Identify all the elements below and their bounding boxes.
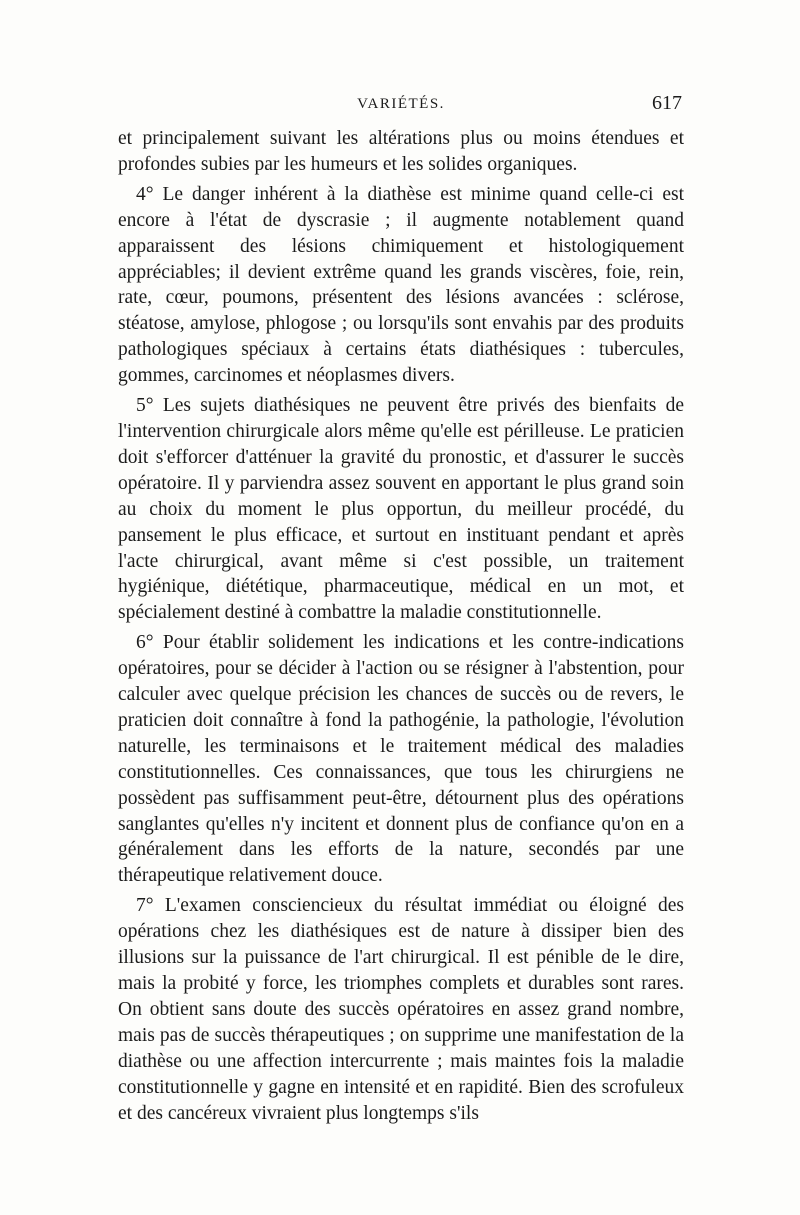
running-header bbox=[120, 92, 682, 122]
paragraph-point-4: 4° Le danger inhérent à la diathèse est minime quand celle-ci est encore à l'état de dyscrasie ; il augmente notablement quand apparaissent des lésions chimiquement et histologiquement appréciables; il devient extrême quand les grands viscères, foie, rein, rate, cœur, poumons, présentent des lésions avancées : sclérose, stéatose, amylose, phlogose ; ou lorsqu'ils sont envahis par des produits pathologiques spéciaux à certains états diathésiques : tubercules, gommes, carcinomes et néoplasmes divers. bbox=[118, 183, 684, 387]
paragraph-point-7: 7° L'examen consciencieux du résultat immédiat ou éloigné des opérations chez les diathésiques est de nature à dissiper bien des illusions sur la puissance de l'art chirurgical. Il est pénible de le dire, mais la probité y force, les triomphes complets et durables sont rares. On obtient sans doute des succès opératoires en assez grand nombre, mais pas de succès thérapeutiques ; on supprime une manifestation de la diathèse ou une affection intercurrente ; mais maintes fois la maladie constitutionnelle y gagne en intensité et en rapidité. Bien des scrofuleux et des cancéreux vivraient plus longtemps s'ils bbox=[118, 895, 684, 1124]
running-title: VARIÉTÉS. bbox=[357, 96, 445, 112]
body-text bbox=[118, 126, 684, 1126]
paragraph-continuation: et principalement suivant les altérations plus ou moins étendues et profondes subies par les humeurs et les solides organiques. bbox=[118, 128, 684, 175]
paragraph-point-6: 6° Pour établir solidement les indications et les contre-indications opératoires, pour se décider à l'action ou se résigner à l'abstention, pour calculer avec quelque précision les chances de succès ou de revers, le praticien doit connaître à fond la pathogénie, la pathologie, l'évolution naturelle, les terminaisons et le traitement médical des maladies constitutionnelles. Ces connaissances, que tous les chirurgiens ne possèdent pas suffisamment peut-être, détournent plus des opérations sanglantes qu'elles n'y incitent et donnent plus de confiance qu'on en a généralement dans les efforts de la nature, secondés par une thérapeutique relativement douce. bbox=[118, 632, 684, 887]
paragraph-point-5: 5° Les sujets diathésiques ne peuvent être privés des bienfaits de l'intervention chirurgicale alors même qu'elle est périlleuse. Le praticien doit s'efforcer d'atténuer la gravité du pronostic, et d'assurer le succès opératoire. Il y parviendra assez souvent en apportant le plus grand soin au choix du moment le plus opportun, du meilleur procédé, du pansement le plus efficace, et surtout en instituant pendant et après l'acte chirurgical, avant même si c'est possible, un traitement hygiénique, diététique, pharmaceutique, médical en un mot, et spécialement destiné à combattre la maladie constitutionnelle. bbox=[118, 395, 684, 624]
page-number: 617 bbox=[652, 92, 682, 114]
